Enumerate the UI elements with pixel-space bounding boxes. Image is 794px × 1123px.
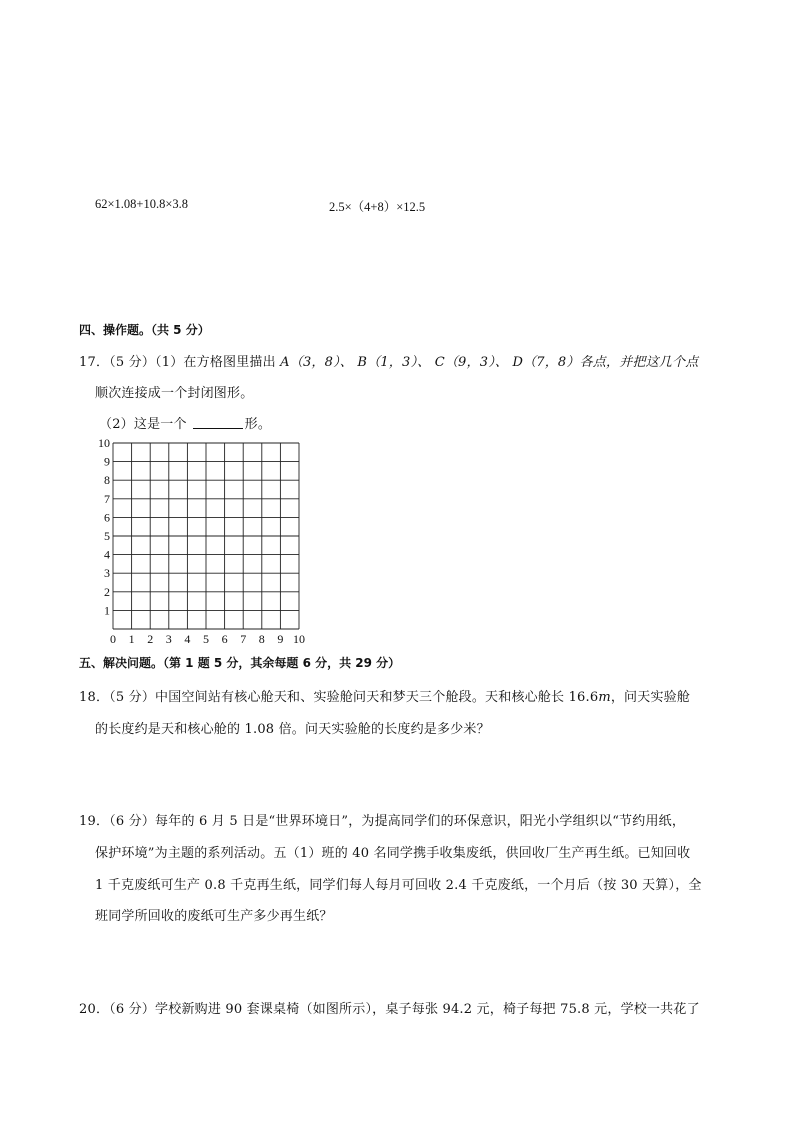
question-19-line-2: 保护环境”为主题的系列活动。五（1）班的 40 名同学携手收集废纸，供回收厂生产再生纸。已知回收 (95, 846, 691, 861)
question-17-line-2: 顺次连接成一个封闭图形。 (95, 386, 254, 401)
y-axis-label: 3 (104, 566, 110, 581)
y-axis-label: 6 (104, 510, 110, 525)
question-19-line-1: 19．（6 分）每年的 6 月 5 日是“世界环境日”，为提高同学们的环保意识，阳光小学组织以“节约用纸， (79, 814, 686, 829)
expression-1: 62×1.08+10.8×3.8 (95, 197, 189, 211)
question-17-part-2 (99, 413, 271, 432)
question-18-line-1 (79, 686, 690, 705)
q17-intro: 17．（5 分）（1）在方格图里描出 (79, 355, 276, 370)
q17-part2-after: 形。 (244, 417, 272, 432)
question-18-line-2: 的长度约是天和核心舱的 1.08 倍。问天实验舱的长度约是多少米？ (95, 722, 490, 737)
x-axis-label: 3 (165, 632, 172, 646)
y-axis-label: 7 (104, 491, 110, 506)
q17-point-a: A（3，8）、 (280, 355, 354, 370)
y-axis-label: 9 (104, 454, 110, 469)
question-19-line-3: 1 千克废纸可生产 0.8 千克再生纸，同学们每人每月可回收 2.4 千克废纸，一个月后（按 30 天算），全 (95, 878, 702, 893)
coordinate-grid[interactable] (95, 437, 310, 647)
x-axis-label: 2 (147, 632, 154, 646)
expression-2: 2.5×（4+8）×12.5 (329, 200, 426, 214)
x-axis-label: 4 (184, 632, 191, 646)
x-axis-label: 0 (110, 632, 116, 646)
x-axis-label: 7 (240, 632, 247, 646)
question-19-line-4: 班同学所回收的废纸可生产多少再生纸？ (95, 909, 333, 924)
section-5-heading: 五、解决问题。（第 1 题 5 分，其余每题 6 分，共 29 分） (79, 656, 401, 670)
y-axis-label: 8 (104, 473, 110, 488)
question-20-line-1: 20．（6 分）学校新购进 90 套课桌椅（如图所示），桌子每张 94.2 元，椅子每把 75.8 元，学校一共花了 (79, 1002, 700, 1017)
x-axis-label: 8 (258, 632, 265, 646)
section-4-heading: 四、操作题。（共 5 分） (79, 323, 210, 337)
y-axis-label: 5 (104, 529, 110, 543)
q17-point-b: B（1，3）、 (357, 355, 431, 370)
q17-point-d: D（7，8）各点，并把这几个点 (512, 355, 699, 370)
y-axis-label: 2 (104, 584, 110, 599)
q17-part2-before: （2）这是一个 (99, 417, 187, 432)
answer-blank[interactable] (193, 416, 243, 429)
q18-text-c: ，问天实验舱 (610, 690, 691, 705)
y-axis-label: 1 (104, 603, 110, 618)
q17-point-c: C（9，3）、 (434, 355, 509, 370)
x-axis-label: 5 (203, 632, 209, 646)
y-axis-label: 10 (98, 437, 110, 450)
x-axis-label: 10 (293, 632, 305, 646)
q18-unit: m (598, 690, 611, 705)
y-axis-label: 4 (104, 547, 110, 562)
x-axis-label: 1 (128, 632, 135, 646)
q18-text-a: 18．（5 分）中国空间站有核心舱天和、实验舱问天和梦天三个舱段。天和核心舱长 16.6 (79, 690, 599, 705)
x-axis-label: 9 (277, 632, 284, 646)
x-axis-label: 6 (221, 632, 228, 646)
question-17-line-1 (79, 351, 698, 370)
